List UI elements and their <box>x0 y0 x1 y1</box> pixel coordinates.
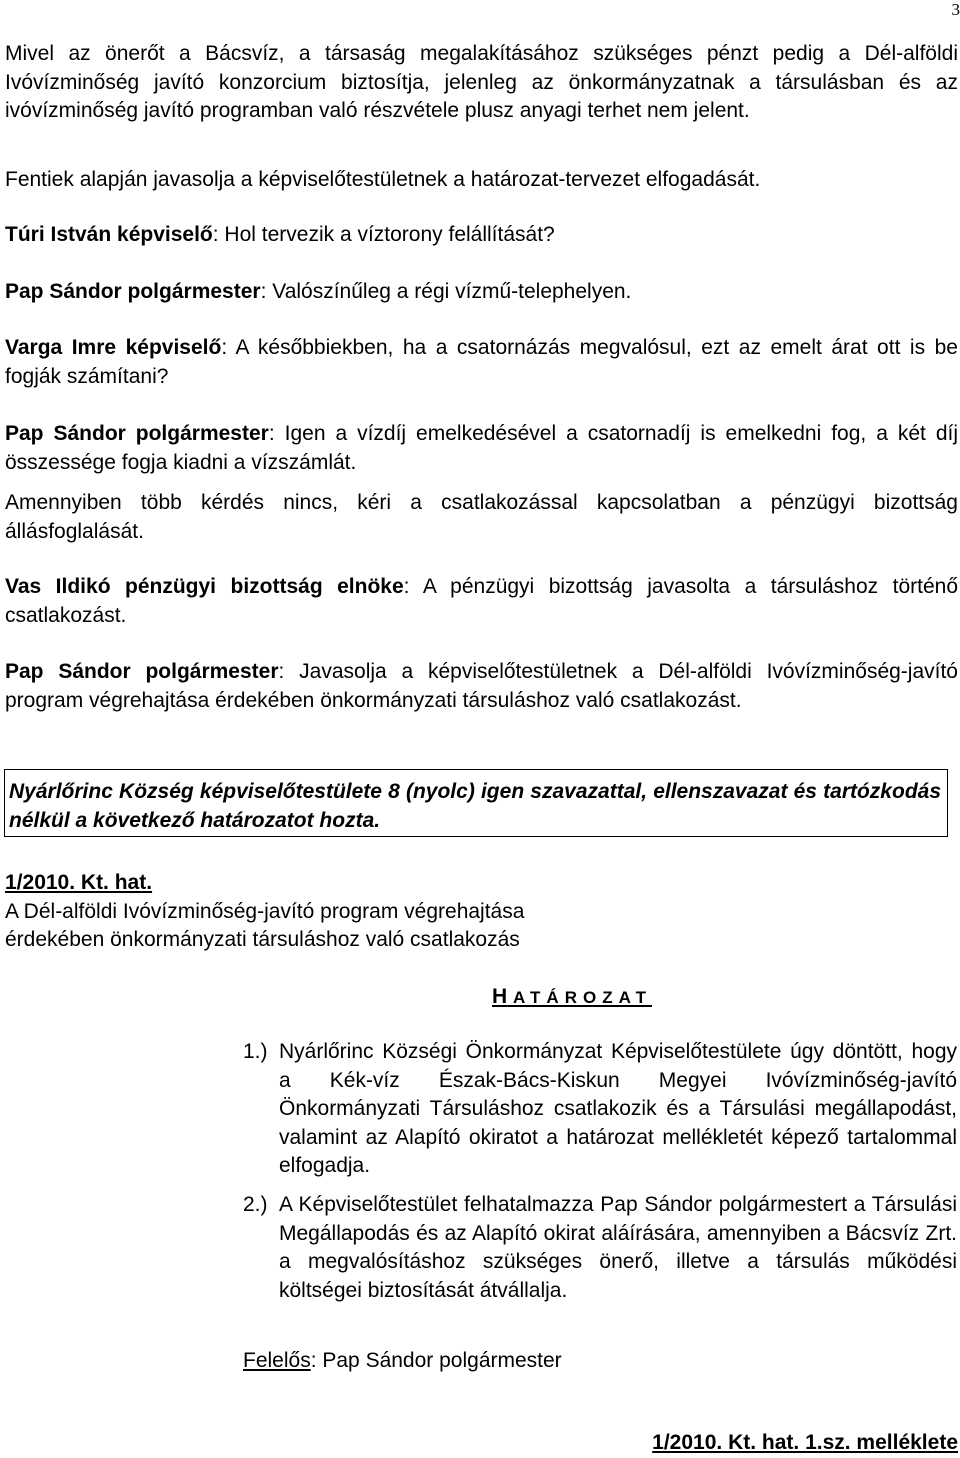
vote-result-text: Nyárlőrinc Község képviselőtestülete 8 (nyolc) igen szavazattal, ellenszavazat és tartózkodás nélkül a következő határozatot hozta. <box>9 780 941 832</box>
item-text: A Képviselőtestület felhatalmazza Pap Sándor polgármestert a Társulási Megállapodás és az Alapító okirat aláírására, amennyiben a Bácsvíz Zrt. a megvalósításhoz szükséges önerő, illetve a társulás működési költségei biztosítását átvállalja. <box>279 1193 957 1302</box>
resolution-title-initial: H <box>492 985 508 1008</box>
speaker-name: Vas Ildikó pénzügyi bizottság elnöke <box>5 575 404 598</box>
paragraph-proposal: Fentiek alapján javasolja a képviselőtestületnek a határozat-tervezet elfogadását. <box>5 168 761 191</box>
paragraph-answer-pap-1 <box>5 278 958 307</box>
speaker-name: Túri István képviselő <box>5 223 213 246</box>
paragraph-question-turi <box>5 221 958 250</box>
responsible-value: : Pap Sándor polgármester <box>310 1349 562 1372</box>
speaker-name: Pap Sándor polgármester <box>5 280 261 303</box>
speaker-name: Varga Imre képviselő <box>5 336 222 359</box>
paragraph-intro: Mivel az önerőt a Bácsvíz, a társaság megalakításához szükséges pénzt pedig a Dél-alföldi Ivóvízminőség javító konzorcium biztosítja, jelenleg az önkormányzatnak a társulásban és az ivóvízminőség javító programban való részvétele plusz anyagi terhet nem jelent. <box>5 42 958 122</box>
resolution-title <box>492 985 652 1009</box>
responsible-line <box>243 1347 562 1376</box>
resolution-subject-line-1: A Dél-alföldi Ivóvízminőség-javító program végrehajtása <box>5 900 525 923</box>
annex-reference: 1/2010. Kt. hat. 1.sz. melléklete <box>652 1431 958 1454</box>
paragraph-answer-pap-2 <box>5 420 958 477</box>
resolution-title-rest: ATÁROZAT <box>513 988 652 1007</box>
speaker-name: Pap Sándor polgármester <box>5 660 279 683</box>
speaker-text: : Valószínűleg a régi vízmű-telephelyen. <box>260 280 632 303</box>
paragraph-question-varga <box>5 334 958 391</box>
speaker-text: : Javasolja a képviselőtestületnek a Dél-alföldi Ivóvízminőség-javító program végrehajtása érdekében önkormányzati társuláshoz való csatlakozást. <box>5 660 958 712</box>
speaker-text: : A későbbiekben, ha a csatornázás megvalósul, ezt az emelt árat ott is be fogják számítani? <box>5 336 958 388</box>
resolution-item-1 <box>243 1038 957 1181</box>
responsible-label: Felelős <box>243 1349 311 1372</box>
paragraph-mayor-proposal <box>5 658 958 715</box>
speaker-text: : Hol tervezik a víztorony felállítását? <box>212 223 555 246</box>
item-number: 1.) <box>243 1040 268 1063</box>
paragraph-committee-request: Amennyiben több kérdés nincs, kéri a csatlakozással kapcsolatban a pénzügyi bizottság állásfoglalását. <box>5 491 958 543</box>
speaker-text: : A pénzügyi bizottság javasolta a társuláshoz történő csatlakozást. <box>5 575 959 627</box>
speaker-text: : Igen a vízdíj emelkedésével a csatornadíj is emelkedni fog, a két díj összessége fogja kiadni a vízszámlát. <box>5 422 958 474</box>
vote-result-box <box>4 769 948 837</box>
item-number: 2.) <box>243 1193 268 1216</box>
resolution-subject-line-2: érdekében önkormányzati társuláshoz való csatlakozás <box>5 928 520 951</box>
resolution-number: 1/2010. Kt. hat. <box>5 871 153 894</box>
resolution-item-2 <box>243 1191 957 1305</box>
page-number: 3 <box>951 0 960 19</box>
item-text: Nyárlőrinc Községi Önkormányzat Képviselőtestülete úgy döntött, hogy a Kék-víz Észak-Bács-Kiskun Megyei Ivóvízminőség-javító Önkormányzati Társuláshoz csatlakozik és a Társulási megállapodást, valamint az Alapító okiratot a határozat mellékletét képező tartalommal elfogadja. <box>279 1040 957 1177</box>
speaker-name: Pap Sándor polgármester <box>5 422 269 445</box>
paragraph-committee-opinion <box>5 573 958 630</box>
